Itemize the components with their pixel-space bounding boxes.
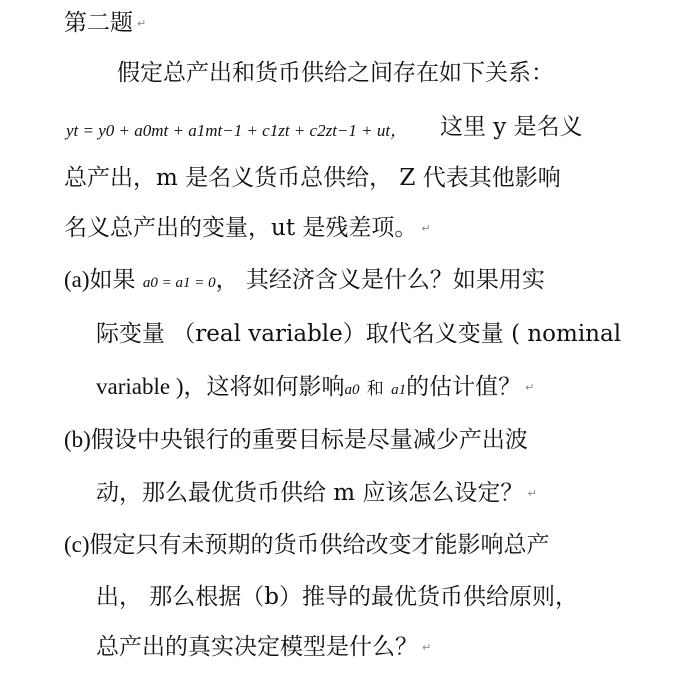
paragraph-mark-icon: ↵ (527, 487, 537, 500)
question-c-text-1: 假定只有未预期的货币供给改变才能影响总产 (89, 532, 550, 558)
intro-cont-3-text: 名义总产出的变量，ut 是残差项。 (64, 215, 418, 241)
model-equation: yt = y0 + a0mt + a1mt−1 + c1zt + c2zt−1 + ut， (66, 121, 408, 140)
question-a-line-3-rest: 的估计值？ (406, 374, 522, 400)
question-heading (64, 8, 146, 39)
question-a-line-3 (96, 372, 534, 405)
question-a-line-2: 际变量 （real variable）取代名义变量 ( nominal (96, 321, 622, 347)
question-c-line-3 (96, 632, 431, 663)
intro-line: 假定总产出和货币供给之间存在如下关系： (117, 60, 554, 86)
question-c-text-3: 总产出的真实决定模型是什么？ (96, 634, 418, 660)
question-a-line-1 (64, 265, 545, 298)
question-c-line-2: 出， 那么根据（b）推导的最优货币供给原则， (96, 584, 579, 610)
question-b-text-1: 假设中央银行的重要目标是尽量减少产出波 (90, 427, 528, 453)
question-a-condition: a0 = a1 = 0 (142, 275, 216, 291)
paragraph-mark-icon: ↵ (525, 381, 535, 394)
question-b-line-2 (96, 478, 537, 509)
question-a-prefix: 如果 (89, 267, 136, 293)
question-c-line-1 (64, 530, 550, 560)
question-a-line-3-prefix: variable )，这将如何影响 (96, 374, 345, 399)
equation-line (66, 114, 407, 146)
question-b-text-2: 动，那么最优货币供给 m 应该怎么设定？ (96, 480, 524, 506)
question-a-label: (a) (64, 267, 90, 292)
intro-cont-2: 总产出，m 是名义货币总供给， Z 代表其他影响 (64, 165, 561, 191)
paragraph-mark-icon: ↵ (422, 641, 432, 654)
question-a-rest: ， 其经济含义是什么？如果用实 (215, 267, 545, 293)
intro-cont-3 (64, 213, 431, 244)
intro-cont-1: 这里 y 是名义 (440, 114, 583, 140)
heading-text: 第二题 (64, 10, 133, 36)
var-a0: a0 (344, 382, 360, 398)
question-b-line-1 (64, 425, 528, 455)
paragraph-mark-icon: ↵ (421, 222, 431, 235)
paragraph-mark-icon: ↵ (137, 17, 147, 30)
question-b-label: (b) (64, 427, 91, 452)
conj-and: 和 (366, 379, 384, 399)
var-a1: a1 (391, 382, 407, 398)
question-c-label: (c) (64, 532, 90, 557)
